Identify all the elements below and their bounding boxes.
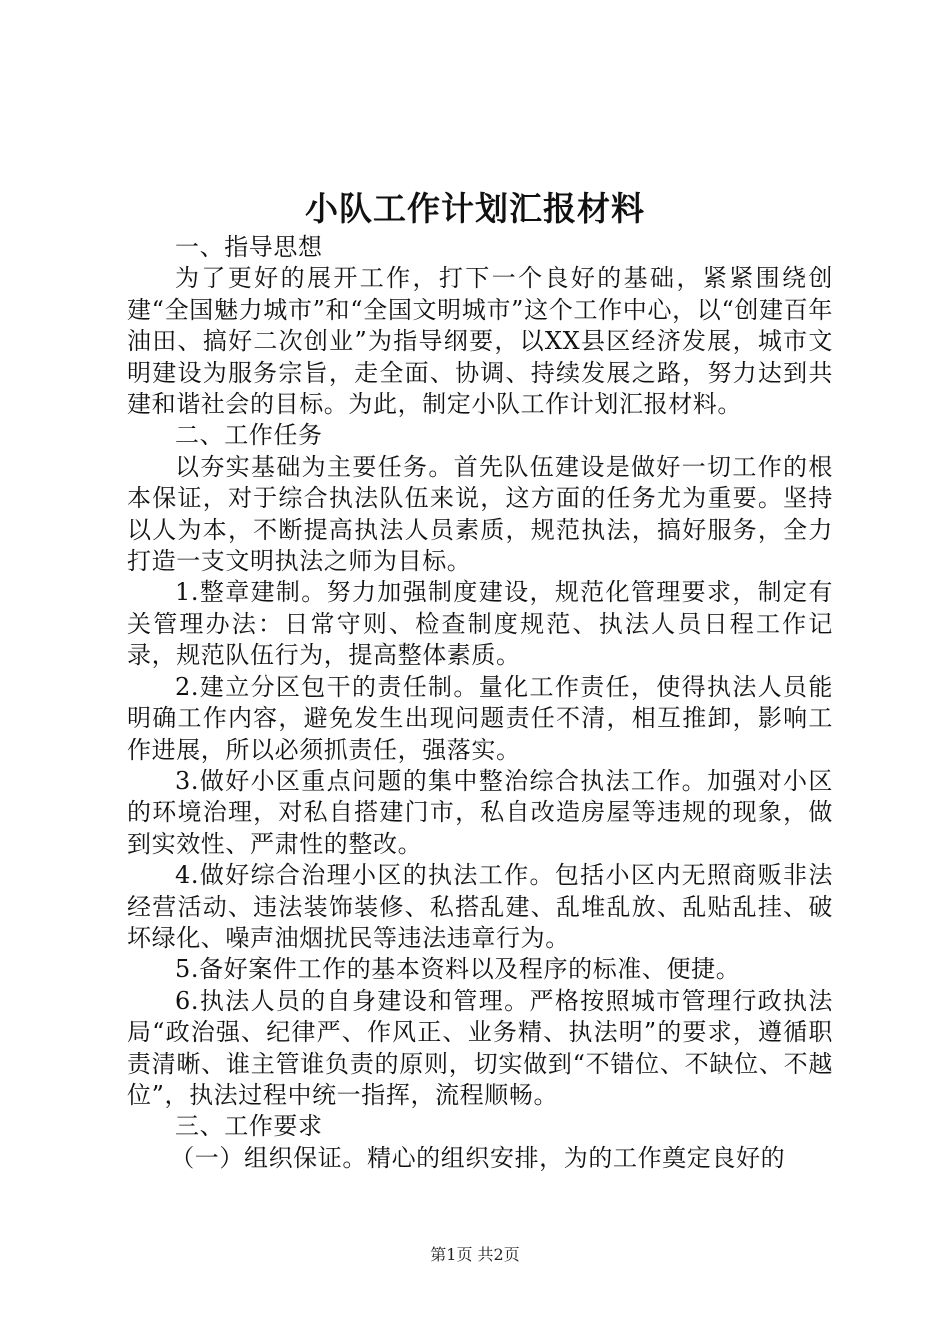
- section-heading-work-tasks: 二、工作任务: [175, 421, 323, 450]
- document-body: [127, 232, 833, 1174]
- paragraph-work-tasks: 以夯实基础为主要任务。首先队伍建设是做好一切工作的根本保证，对于综合执法队伍来说，这方面的任务尤为重要。坚持以人为本，不断提高执法人员素质，规范执法，搞好服务，全力打造一支文明执法之师为目标。: [127, 452, 833, 576]
- list-item-2: 2.建立分区包干的责任制。量化工作责任，使得执法人员能明确工作内容，避免发生出现问题责任不清，相互推卸，影响工作进展，所以必须抓责任，强落实。: [127, 672, 833, 764]
- list-item-6: 6.执法人员的自身建设和管理。严格按照城市管理行政执法局“政治强、纪律严、作风正、业务精、执法明”的要求，遵循职责清晰、谁主管谁负责的原则，切实做到“不错位、不缺位、不越位”，执法过程中统一指挥，流程顺畅。: [127, 986, 833, 1109]
- section-heading-work-requirements: 三、工作要求: [175, 1112, 323, 1141]
- paragraph-guiding-thought: 为了更好的展开工作，打下一个良好的基础，紧紧围绕创建“全国魅力城市”和“全国文明城市”这个工作中心，以“创建百年油田、搞好二次创业”为指导纲要，以XX县区经济发展，城市文明建设为服务宗旨，走全面、协调、持续发展之路，努力达到共建和谐社会的目标。为此，制定小队工作计划汇报材料。: [127, 264, 833, 419]
- list-item-5: 5.备好案件工作的基本资料以及程序的标准、便捷。: [175, 955, 741, 984]
- section-heading-guiding-thought: 一、指导思想: [175, 233, 323, 261]
- list-item-1: 1.整章建制。努力加强制度建设，规范化管理要求，制定有关管理办法：日常守则、检查制度规范、执法人员日程工作记录，规范队伍行为，提高整体素质。: [127, 578, 833, 670]
- page-number-footer: 第1页 共2页: [430, 1245, 520, 1264]
- document-title: 小队工作计划汇报材料: [305, 189, 645, 228]
- list-item-4: 4.做好综合治理小区的执法工作。包括小区内无照商贩非法经营活动、违法装饰装修、私搭乱建、乱堆乱放、乱贴乱挂、破坏绿化、噪声油烟扰民等违法违章行为。: [127, 861, 833, 952]
- list-item-3: 3.做好小区重点问题的集中整治综合执法工作。加强对小区的环境治理，对私自搭建门市，私自改造房屋等违规的现象，做到实效性、严肃性的整改。: [127, 766, 833, 858]
- paragraph-organization-guarantee: （一）组织保证。精心的组织安排，为的工作奠定良好的: [170, 1143, 786, 1172]
